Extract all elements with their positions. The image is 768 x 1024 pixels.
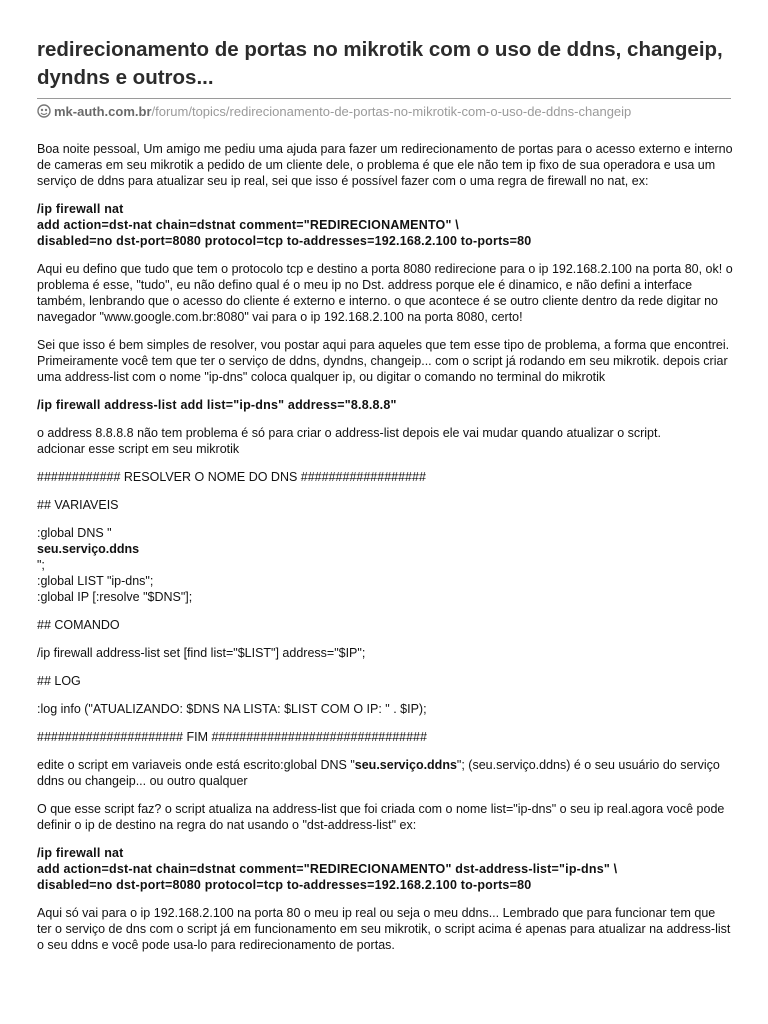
code-line: add action=dst-nat chain=dstnat comment="REDIRECIONAMENTO" \ [37, 218, 459, 232]
log-heading: ## LOG [37, 674, 81, 688]
variable-line: :global LIST "ip-dns"; [37, 574, 154, 588]
code-block-nat-1 [37, 201, 733, 249]
paragraph-script-purpose: O que esse script faz? o script atualiza na address-list que foi criada com o nome list="ip-dns" o seu ip real.agora você pode definir o ip de destino na regra do nat usando o "dst-address-list" ex: [37, 802, 725, 832]
variables-block [37, 525, 733, 605]
paragraph-address-note [37, 425, 733, 457]
title-divider [37, 98, 731, 99]
paragraph-edit-script [37, 757, 733, 789]
variable-line [37, 525, 733, 573]
variable-text: :global DNS " [37, 526, 112, 540]
page-title: redirecionamento de portas no mikrotik com o uso de ddns, changeip, dyndns e outros... [37, 38, 723, 89]
source-url[interactable] [37, 104, 631, 119]
code-address-list: /ip firewall address-list add list="ip-dns" address="8.8.8.8" [37, 398, 397, 412]
variable-line: :global IP [:resolve "$DNS"]; [37, 590, 193, 604]
text-segment: "; (seu.serviço.ddns) é o seu usuário do serviço ddns ou changeip... ou outro qualquer [37, 758, 720, 788]
code-line: /ip firewall nat [37, 846, 124, 860]
text-line: adcionar esse script em seu mikrotik [37, 442, 240, 456]
code-line: disabled=no dst-port=8080 protocol=tcp to-addresses=192.168.2.100 to-ports=80 [37, 234, 532, 248]
paragraph-solution: Sei que isso é bem simples de resolver, vou postar aqui para aqueles que tem esse tipo de problema, a forma que encontrei. Primeiramente você tem que ter o serviço de ddns, dyndns, changeip... com o script já rodando em seu mikrotik. depois criar uma address-list com o nome "ip-dns" coloca qualquer ip, ou digitar o comando no terminal do mikrotik [37, 338, 730, 384]
variable-text: "; [37, 558, 45, 572]
script-footer: ##################### FIM ############################### [37, 730, 427, 744]
command-heading: ## COMANDO [37, 618, 120, 632]
source-domain[interactable]: mk-auth.com.br [54, 104, 152, 119]
code-block-nat-2 [37, 845, 733, 893]
variable-value: seu.serviço.ddns [37, 542, 140, 556]
code-line: add action=dst-nat chain=dstnat comment="REDIRECIONAMENTO" dst-address-list="ip-dns" \ [37, 862, 618, 876]
paragraph-conclusion: Aqui só vai para o ip 192.168.2.100 na porta 80 o meu ip real ou seja o meu ddns... Lembrado que para funcionar tem que ter o serviço de dns com o script já em funcionamento em seu mikrotik, o script acima é apenas para atualizar na address-list o seu ddns e você pode usa-lo para redirecionamento de portas. [37, 906, 731, 952]
intro-paragraph: Boa noite pessoal, Um amigo me pediu uma ajuda para fazer um redirecionamento de portas para o acesso externo e interno de cameras em seu mikrotik a pedido de um cliente dele, o problema é que ele não tem ip fixo de sua operadora e usa um serviço de ddns para atualizar seu ip real, sei que isso é possível fazer com o uma regra de firewall no nat, ex: [37, 142, 733, 188]
source-path[interactable]: /forum/topics/redirecionamento-de-portas-no-mikrotik-com-o-uso-de-ddns-changeip [151, 104, 632, 119]
code-line: /ip firewall nat [37, 202, 124, 216]
text-line: o address 8.8.8.8 não tem problema é só para criar o address-list depois ele vai mudar quando atualizar o script. [37, 426, 661, 440]
log-line: :log info ("ATUALIZANDO: $DNS NA LISTA: $LIST COM O IP: " . $IP); [37, 702, 427, 716]
script-header: ############ RESOLVER O NOME DO DNS ################## [37, 470, 426, 484]
paragraph-explanation: Aqui eu defino que tudo que tem o protocolo tcp e destino a porta 8080 redirecione para o ip 192.168.2.100 na porta 80, ok! o problema é esse, "tudo", eu não defino qual é o meu ip no Dst. address porque ele é dinamico, e não defini a interface também, lenbrando que o acesso do cliente é externo e interno. o que acontece é se outro cliente dentro da rede digitar no navegador "www.google.com.br:8080" vai para o ip 192.168.2.100 na porta 8080, certo! [37, 262, 733, 324]
code-line: disabled=no dst-port=8080 protocol=tcp to-addresses=192.168.2.100 to-ports=80 [37, 878, 532, 892]
command-line: /ip firewall address-list set [find list="$LIST"] address="$IP"; [37, 646, 366, 660]
text-bold: seu.serviço.ddns [354, 758, 457, 772]
text-segment: edite o script em variaveis onde está escrito:global DNS " [37, 758, 355, 772]
site-logo-icon [37, 104, 51, 118]
article-body [37, 141, 733, 965]
variables-heading: ## VARIAVEIS [37, 498, 119, 512]
